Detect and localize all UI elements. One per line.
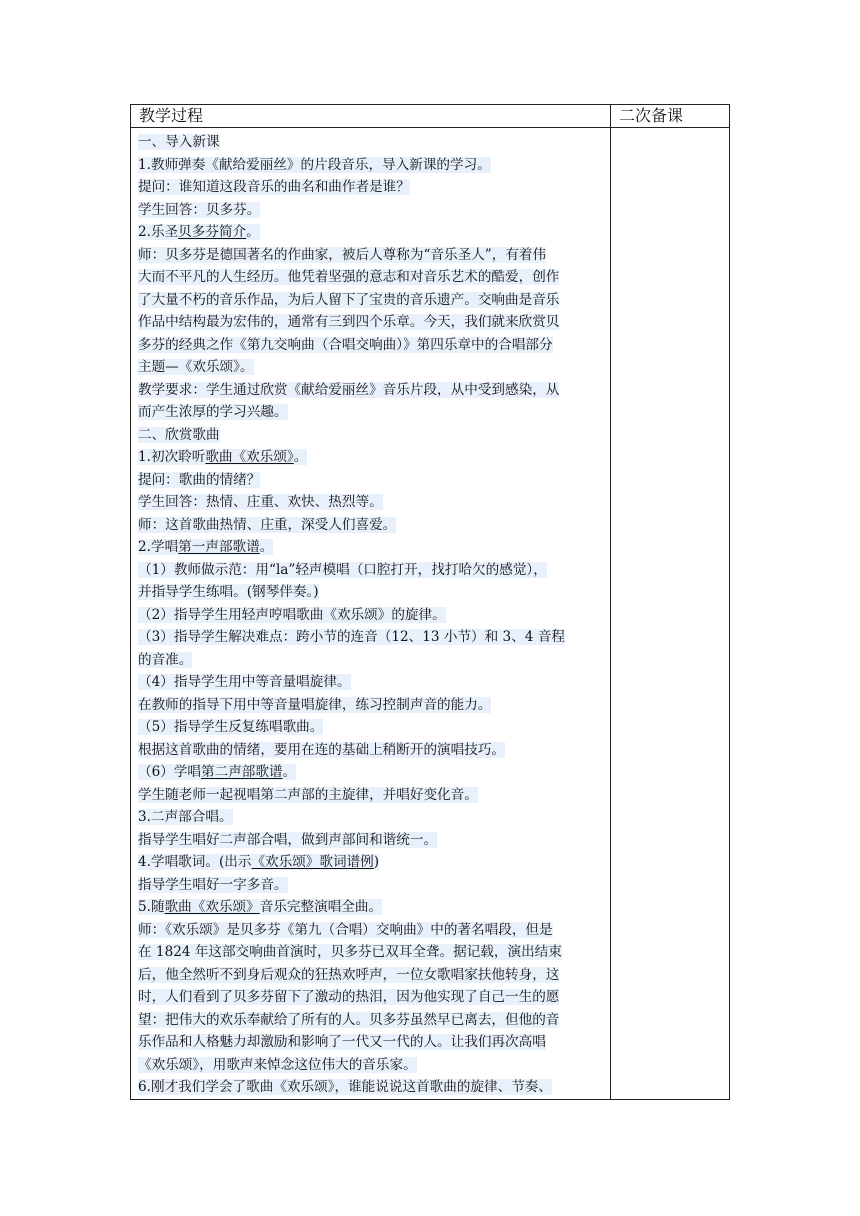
content-line-text: [138, 764, 296, 780]
content-line: [138, 806, 606, 829]
content-text: 并指导学生练唱。(钢琴伴奏。): [138, 584, 319, 600]
content-line: [138, 491, 606, 514]
content-line: [138, 446, 606, 469]
content-line: [138, 199, 606, 222]
content-text: 学生回答：贝多芬。: [138, 201, 261, 218]
content-line: [138, 964, 606, 987]
content-text: 后，他全然听不到身后观众的狂热欢呼声，一位女歌唱家扶他转身，这: [138, 966, 560, 983]
content-line: [138, 671, 606, 694]
content-text: 。: [259, 539, 274, 555]
content-line-text: [138, 562, 547, 578]
underlined-text: 歌曲《欢乐颂》: [205, 449, 294, 465]
content-line: [138, 311, 606, 334]
content-line: [138, 919, 606, 942]
content-text: 1.初次聆听: [138, 449, 206, 465]
content-text: 3.二声部合唱。: [138, 809, 233, 825]
lesson-plan-table: [130, 104, 730, 1100]
content-line: [138, 356, 606, 379]
content-line: [138, 401, 606, 424]
content-text: 教学要求：学生通过欣赏《献给爱丽丝》音乐片段，从中受到感染，从: [138, 381, 560, 398]
content-line: [138, 154, 606, 177]
content-text: 音乐完整演唱全曲。: [259, 899, 383, 915]
content-line-text: [138, 382, 559, 398]
teaching-process-content: [131, 128, 611, 1100]
content-line-text: [138, 854, 379, 870]
content-line: [138, 829, 606, 852]
content-line-text: [138, 202, 260, 218]
content-line: [138, 334, 606, 357]
content-text: 提问：谁知道这段音乐的曲名和曲作者是谁？: [138, 179, 410, 195]
content-line: [138, 1054, 606, 1077]
content-line-text: [138, 337, 553, 353]
content-text: （5）指导学生反复练唱歌曲。: [138, 719, 324, 735]
content-text: 主题—《欢乐颂》。: [138, 359, 254, 375]
underlined-text: 歌曲《欢乐颂》: [164, 899, 260, 915]
content-text: 师：这首歌曲热情、庄重，深受人们喜爱。: [138, 516, 397, 533]
content-line: [138, 221, 606, 244]
content-text: 二、欣赏歌曲: [138, 426, 220, 443]
content-line-text: [138, 247, 546, 263]
content-line-text: [138, 157, 491, 173]
content-text: 1.教师弹奏《献给爱丽丝》的片段音乐，导入新课的学习。: [138, 156, 491, 173]
content-text: 时，人们看到了贝多芬留下了激动的热泪，因为他实现了自己一生的愿: [138, 989, 560, 1005]
content-text: 学生回答：热情、庄重、欢快、热烈等。: [138, 494, 383, 510]
header-second-preparation: 二次备课: [611, 105, 730, 128]
second-preparation-notes: [611, 128, 730, 1100]
content-line: [138, 626, 606, 649]
underlined-text: 贝多芬简介: [178, 224, 247, 240]
content-text: 2.学唱: [138, 539, 179, 555]
content-line-text: [138, 314, 559, 330]
content-line: [138, 244, 606, 267]
content-line: [138, 604, 606, 627]
content-line-text: [138, 1012, 559, 1028]
content-line-text: [138, 359, 254, 375]
content-line-text: [138, 179, 410, 195]
content-text: 的音准。: [138, 651, 193, 668]
content-text: 4.学唱歌词。(出示: [138, 854, 252, 870]
content-line-text: [138, 472, 260, 488]
content-text: 5.随: [138, 899, 165, 915]
content-text: 作品中结构最为宏伟的，通常有三到四个乐章。今天，我们就来欣赏贝: [138, 314, 560, 330]
underlined-text: 《欢乐颂》歌词谱例: [251, 854, 374, 870]
content-line: [138, 514, 606, 537]
content-line: [138, 694, 606, 717]
content-text: 多芬的经典之作《第九交响曲（合唱交响曲）》第四乐章中的合唱部分: [138, 336, 553, 353]
content-line-text: [138, 922, 553, 938]
content-text: 提问：歌曲的情绪？: [138, 471, 261, 488]
content-text: 根据这首歌曲的情绪，要用在连的基础上稍断开的演唱技巧。: [138, 741, 506, 758]
content-text: ): [373, 854, 380, 870]
content-text: （3）指导学生解决难点：跨小节的连音（12、13 小节）和 3、4 音程: [138, 629, 565, 645]
content-text: 学生随老师一起视唱第二声部的主旋律，并唱好变化音。: [138, 786, 478, 803]
content-text: 《欢乐颂》，用歌声来悼念这位伟大的音乐家。: [138, 1056, 417, 1073]
content-line: [138, 941, 606, 964]
content-line-text: [138, 674, 351, 690]
table-header-row: [131, 105, 730, 128]
content-line: [138, 716, 606, 739]
content-text: 。: [282, 764, 297, 780]
content-line: [138, 1009, 606, 1032]
underlined-text: 第一声部歌谱: [178, 539, 260, 555]
content-text: （1）教师做示范：用“la”轻声模唱（口腔打开，找打哈欠的感觉），: [138, 561, 547, 578]
content-text: 指导学生唱好二声部合唱，做到声部间和谐统一。: [138, 831, 438, 848]
content-line-text: [138, 697, 491, 713]
content-text: 师：《欢乐颂》是贝多芬《第九（合唱）交响曲》中的著名唱段，但是: [138, 921, 553, 938]
content-text: （4）指导学生用中等音量唱旋律。: [138, 674, 351, 690]
content-text: 。: [246, 224, 260, 240]
content-line-text: [138, 967, 559, 983]
content-line: [138, 739, 606, 762]
content-line: [138, 289, 606, 312]
content-line-text: [138, 877, 288, 893]
content-line: [138, 761, 606, 784]
content-line-text: [138, 832, 437, 848]
content-line-text: [138, 652, 192, 668]
content-text: 一、导入新课: [138, 134, 220, 150]
content-line: [138, 469, 606, 492]
header-teaching-process: 教学过程: [131, 105, 611, 128]
content-lines: [138, 131, 606, 1099]
content-line-text: [138, 607, 446, 623]
content-text: 乐作品和人格魅力却激励和影响了一代又一代的人。让我们再次高唱: [138, 1034, 546, 1050]
content-line-text: [138, 292, 559, 308]
content-line-text: [138, 809, 233, 825]
content-line-text: [138, 449, 307, 465]
content-line: [138, 874, 606, 897]
content-line: [138, 559, 606, 582]
content-line-text: [138, 224, 260, 240]
content-line-text: [138, 517, 396, 533]
content-text: 师：贝多芬是德国著名的作曲家，被后人尊称为“音乐圣人”，有着伟: [138, 246, 547, 263]
content-line: [138, 986, 606, 1009]
content-line: [138, 1076, 606, 1099]
content-line-text: [138, 1057, 417, 1073]
content-line-text: [138, 787, 478, 803]
content-text: 在教师的指导下用中等音量唱旋律，练习控制声音的能力。: [138, 696, 492, 713]
content-line-text: [138, 1079, 552, 1095]
content-line: [138, 536, 606, 559]
content-line-text: [138, 944, 562, 960]
content-text: 。: [293, 449, 308, 465]
content-line-text: [138, 134, 220, 150]
content-line: [138, 176, 606, 199]
content-line: [138, 784, 606, 807]
content-line-text: [138, 539, 273, 555]
content-line: [138, 581, 606, 604]
content-line: [138, 131, 606, 154]
content-line-text: [138, 899, 382, 915]
content-text: 望：把伟大的欢乐奉献给了所有的人。贝多芬虽然早已离去，但他的音: [138, 1011, 560, 1028]
content-text: （2）指导学生用轻声哼唱歌曲《欢乐颂》的旋律。: [138, 606, 446, 623]
content-text: 大而不平凡的人生经历。他凭着坚强的意志和对音乐艺术的酷爱，创作: [138, 269, 560, 285]
content-line-text: [138, 989, 559, 1005]
content-text: 而产生浓厚的学习兴趣。: [138, 404, 288, 420]
content-line-text: [138, 494, 383, 510]
content-text: 在 1824 年这部交响曲首演时，贝多芬已双耳全聋。据记载，演出结束: [138, 944, 562, 960]
content-text: 6.刚才我们学会了歌曲《欢乐颂》，谁能说说这首歌曲的旋律、节奏、: [138, 1079, 552, 1095]
content-text: 指导学生唱好一字多音。: [138, 876, 288, 893]
content-line-text: [138, 404, 288, 420]
content-line: [138, 1031, 606, 1054]
underlined-text: 第二声部歌谱: [201, 764, 283, 780]
content-line-text: [138, 584, 319, 600]
content-line-text: [138, 719, 323, 735]
content-text: 2.乐圣: [138, 224, 179, 240]
content-line-text: [138, 427, 220, 443]
content-line-text: [138, 269, 559, 285]
content-line: [138, 424, 606, 447]
content-text: （6）学唱: [138, 764, 202, 780]
content-text: 了大量不朽的音乐作品，为后人留下了宝贵的音乐遗产。交响曲是音乐: [138, 291, 560, 308]
content-line: [138, 266, 606, 289]
content-line-text: [138, 629, 565, 645]
content-line-text: [138, 1034, 546, 1050]
content-line: [138, 851, 606, 874]
content-line: [138, 379, 606, 402]
table-body-row: [131, 128, 730, 1100]
content-line: [138, 896, 606, 919]
content-line: [138, 649, 606, 672]
content-line-text: [138, 742, 505, 758]
